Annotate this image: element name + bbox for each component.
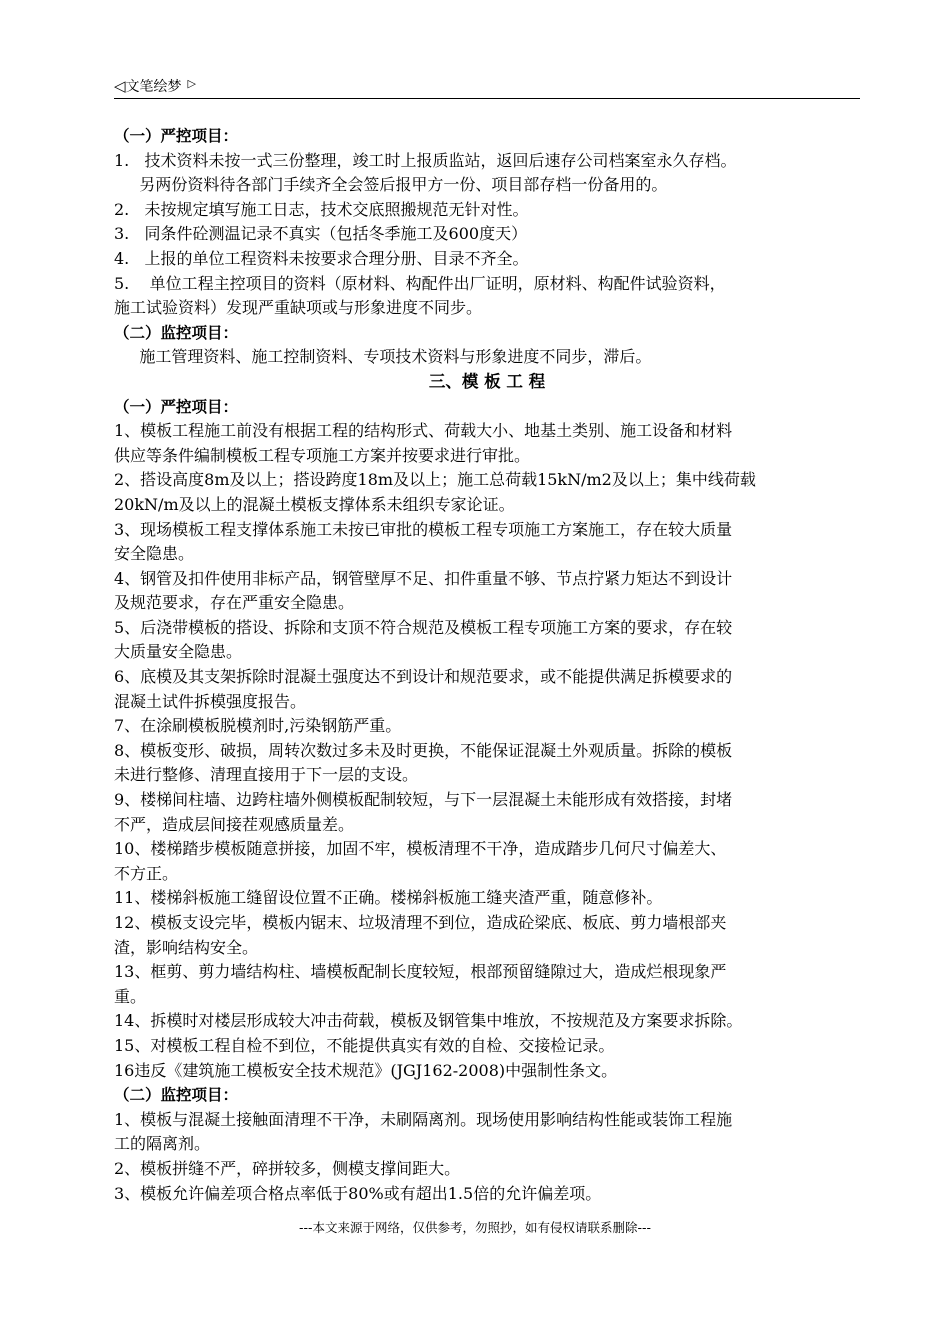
text-line: 3、模板允许偏差项合格点率低于80%或有超出1.5倍的允许偏差项。 xyxy=(114,1183,602,1203)
chapter-title: 三、模 板 工 程 xyxy=(428,371,546,391)
text-line: 2. 未按规定填写施工日志，技术交底照搬规范无针对性。 xyxy=(114,199,529,219)
text-line: 10、楼梯踏步模板随意拼接，加固不牢，模板清理不干净，造成踏步几何尺寸偏差大、 xyxy=(114,839,727,859)
text-line: 渣，影响结构安全。 xyxy=(114,937,259,957)
text-line: 1、模板工程施工前没有根据工程的结构形式、荷载大小、地基土类别、施工设备和材料 xyxy=(114,421,733,441)
section-heading: （一）严控项目： xyxy=(114,397,239,416)
page-header xyxy=(114,72,860,99)
footer-disclaimer: ---本文来源于网络，仅供参考，勿照抄，如有侵权请联系删除--- xyxy=(298,1220,652,1235)
text-line: 13、框剪、剪力墙结构柱、墙模板配制长度较短，根部预留缝隙过大，造成烂根现象严 xyxy=(114,962,727,982)
brand-name: 文笔绘梦 xyxy=(125,79,182,95)
text-line: 11、楼梯斜板施工缝留设位置不正确。楼梯斜板施工缝夹渣严重，随意修补。 xyxy=(114,888,663,908)
brand xyxy=(114,76,196,96)
triangle-right-icon: ▷ xyxy=(187,76,197,90)
text-line: 施工试验资料）发现严重缺项或与形象进度不同步。 xyxy=(114,298,483,318)
text-line: 重。 xyxy=(114,986,147,1006)
text-line: 安全隐患。 xyxy=(114,544,195,564)
document-body xyxy=(114,124,860,1206)
text-line: 混凝土试件拆模强度报告。 xyxy=(114,691,307,711)
triangle-left-icon: ◁ xyxy=(114,76,126,95)
text-line: 1. 技术资料未按一式三份整理，竣工时上报质监站，返回后速存公司档案室永久存档。 xyxy=(114,150,737,170)
section-heading: （二）监控项目： xyxy=(114,1086,239,1105)
text-line: 15、对模板工程自检不到位，不能提供真实有效的自检、交接检记录。 xyxy=(114,1035,615,1055)
text-line: 2、搭设高度8m及以上；搭设跨度18m及以上；施工总荷载15kN/m2及以上；集中线荷载 xyxy=(114,470,756,490)
text-line: 1、模板与混凝土接触面清理不干净，未刷隔离剂。现场使用影响结构性能或装饰工程施 xyxy=(114,1109,733,1129)
text-line: 20kN/m及以上的混凝土模板支撑体系未组织专家论证。 xyxy=(114,494,515,514)
text-line: 16违反《建筑施工模板安全技术规范》(JGJ162-2008)中强制性条文。 xyxy=(114,1060,618,1080)
text-line: 工的隔离剂。 xyxy=(114,1134,211,1154)
text-line: 未进行整修、清理直接用于下一层的支设。 xyxy=(114,765,419,785)
text-line: 不严，造成层间接茬观感质量差。 xyxy=(114,814,355,834)
section-heading: （一）严控项目： xyxy=(114,127,239,145)
section-heading: （二）监控项目： xyxy=(114,323,239,342)
text-line: 2、模板拼缝不严，碎拼较多，侧模支撑间距大。 xyxy=(114,1158,461,1178)
text-line: 7、在涂刷模板脱模剂时,污染钢筋严重。 xyxy=(114,716,402,736)
text-line: 5、后浇带模板的搭设、拆除和支顶不符合规范及模板工程专项施工方案的要求，存在较 xyxy=(114,617,733,637)
text-line: 12、模板支设完毕，模板内锯末、垃圾清理不到位，造成砼梁底、板底、剪力墙根部夹 xyxy=(114,913,727,932)
text-line: 另两份资料待各部门手续齐全会签后报甲方一份、项目部存档一份备用的。 xyxy=(114,175,668,195)
text-line: 及规范要求，存在严重安全隐患。 xyxy=(114,593,355,613)
text-line: 6、底模及其支架拆除时混凝土强度达不到设计和规范要求，或不能提供满足拆模要求的 xyxy=(114,667,733,687)
text-line: 3. 同条件砼测温记录不真实（包括冬季施工及600度天） xyxy=(114,224,528,244)
text-line: 不方正。 xyxy=(114,863,179,883)
text-line: 5. 单位工程主控项目的资料（原材料、构配件出厂证明，原材料、构配件试验资料， xyxy=(114,273,726,293)
text-line: 供应等条件编制模板工程专项施工方案并按要求进行审批。 xyxy=(114,445,531,465)
text-line: 4. 上报的单位工程资料未按要求合理分册、目录不齐全。 xyxy=(114,248,529,268)
text-line: 9、楼梯间柱墙、边跨柱墙外侧模板配制较短，与下一层混凝土未能形成有效搭接，封堵 xyxy=(114,790,733,810)
text-line: 14、拆模时对楼层形成较大冲击荷载，模板及钢管集中堆放，不按规范及方案要求拆除。 xyxy=(114,1011,743,1031)
text-line: 8、模板变形、破损，周转次数过多未及时更换，不能保证混凝土外观质量。拆除的模板 xyxy=(114,740,733,760)
text-line: 大质量安全隐患。 xyxy=(114,642,243,662)
text-line: 3、现场模板工程支撑体系施工未按已审批的模板工程专项施工方案施工，存在较大质量 xyxy=(114,519,733,539)
text-line: 施工管理资料、施工控制资料、专项技术资料与形象进度不同步，滞后。 xyxy=(114,347,652,367)
text-line: 4、钢管及扣件使用非标产品，钢管壁厚不足、扣件重量不够、节点拧紧力矩达不到设计 xyxy=(114,568,733,588)
